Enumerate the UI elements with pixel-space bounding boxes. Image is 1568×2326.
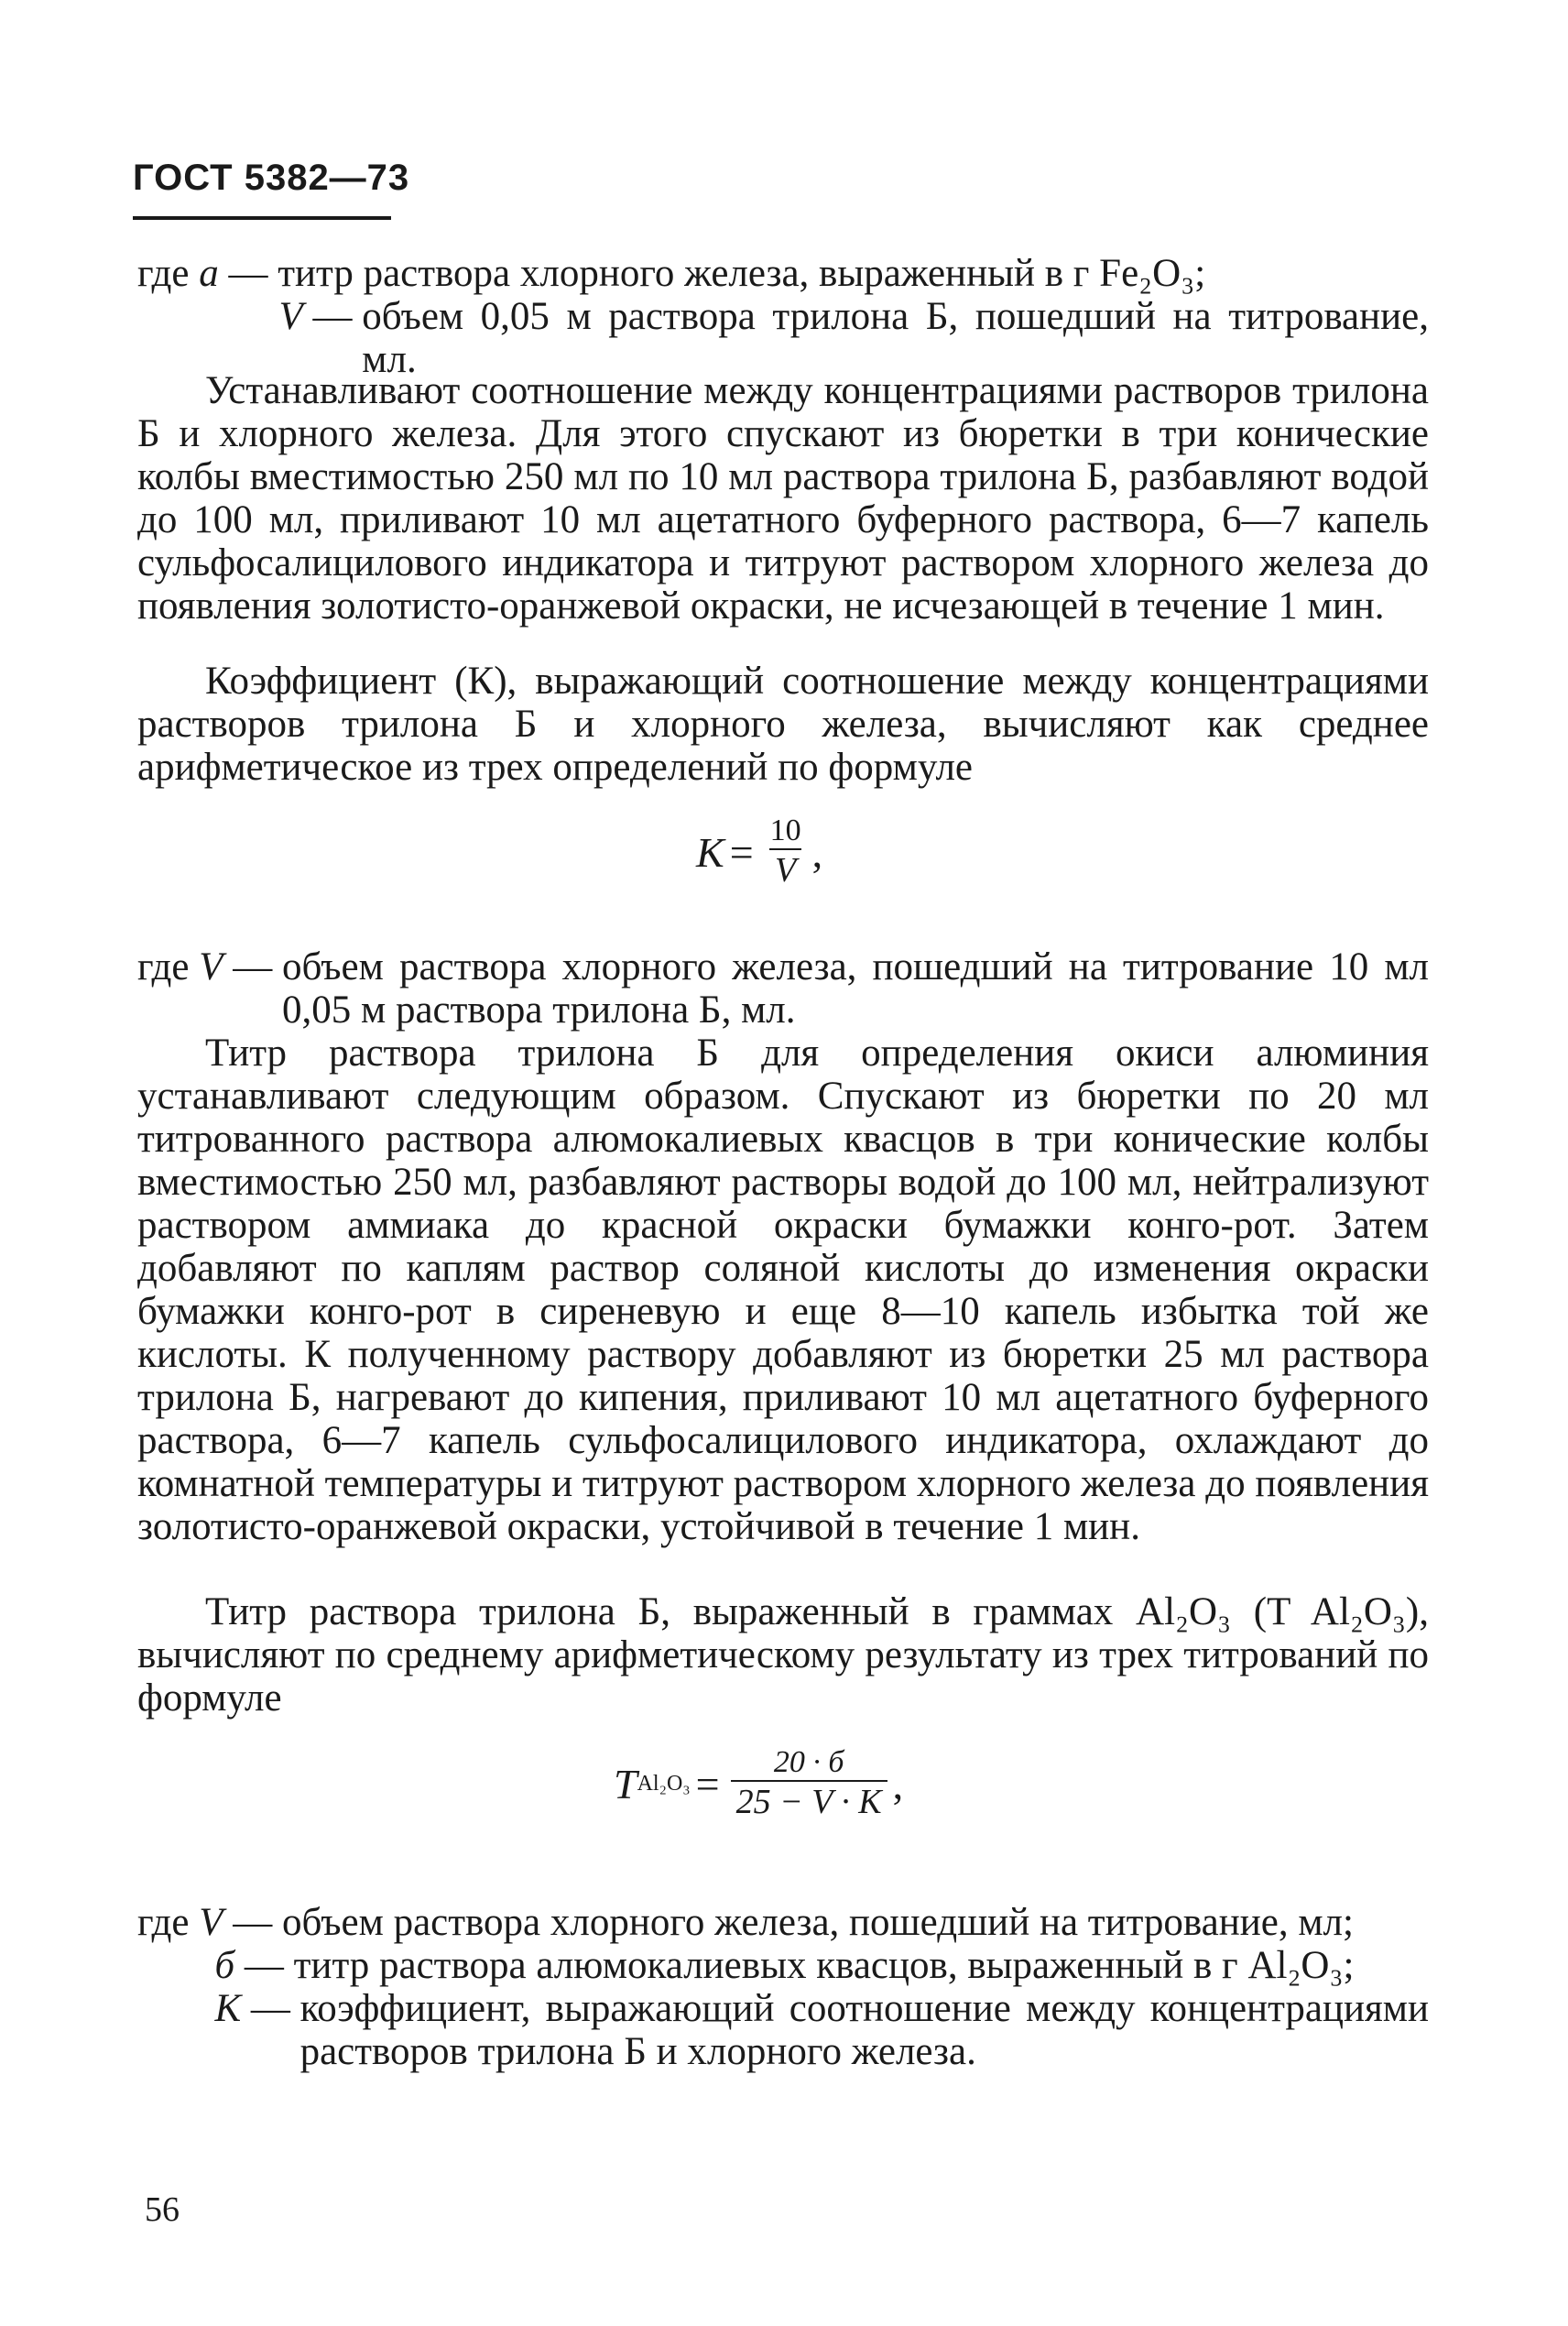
definition-term: V	[199, 945, 223, 988]
definition-dash: —	[218, 252, 278, 295]
definition-lead	[137, 1944, 215, 1987]
definitions-block-3	[137, 1901, 1429, 2073]
definitions-block-2	[137, 945, 1429, 1032]
definition-lead	[137, 1987, 215, 2073]
definition-dash: —	[302, 295, 363, 338]
definition-lead: где	[137, 945, 200, 988]
formula-denominator: 25 − V · K	[731, 1780, 887, 1822]
formula-lhs: K	[696, 828, 724, 876]
definitions-block-1	[137, 252, 1429, 381]
paragraph-1: Устанавливают соотношение между концентрациями растворов трилона Б и хлорного железа. Для этого спускают из бюретки в три конические колбы вместимостью 250 мл по 10 мл раствора трилона Б, разбавляют водой до 100 мл, приливают 10 мл ацетатного буферного раствора, 6—7 капель сульфосалицилового индикатора и титруют раствором хлорного железа до появления золотисто-оранжевой окраски, не исчезающей в течение 1 мин.	[137, 369, 1429, 628]
formula-fraction	[731, 1745, 887, 1822]
paragraph-2: Коэффициент (К), выражающий соотношение между концентрациями растворов трилона Б и хлорного железа, вычисляют как среднее арифметическое из трех определений по формуле	[137, 660, 1429, 789]
definition-term: a	[199, 252, 219, 295]
document-header: ГОСТ 5382—73	[133, 158, 410, 198]
definition-lead: где	[137, 1901, 200, 1944]
definition-term: К	[214, 1987, 242, 2030]
definition-body: объем раствора хлорного железа, пошедший на титрование 10 мл 0,05 м раствора трилона Б, мл.	[282, 945, 1429, 1032]
definition-body: объем 0,05 м раствора трилона Б, пошедший на титрование, мл.	[362, 295, 1429, 381]
definition-lead: где	[137, 252, 200, 295]
definition-dash: —	[223, 945, 282, 988]
formula-t	[614, 1745, 903, 1822]
definition-dash: —	[241, 1987, 300, 2030]
definition-term: V	[278, 295, 303, 338]
formula-equals: =	[729, 828, 754, 876]
definition-lead	[137, 295, 279, 381]
formula-numerator: 20 · б	[773, 1745, 844, 1779]
formula-lhs: T	[614, 1760, 637, 1807]
paragraph-3: Титр раствора трилона Б для определения окиси алюминия устанавливают следующим образом. Спускают из бюретки по 20 мл титрованного раствора алюмокалиевых квасцов в три конические колбы вместимостью 250 мл, разбавляют растворы водой до 100 мл, нейтрализуют раствором аммиака до красной окраски бумажки конго-рот. Затем добавляют по каплям раствор соляной кислоты до изменения окраски бумажки конго-рот в сиреневую и еще 8—10 капель избытка той же кислоты. К полученному раствору добавляют из бюретки 25 мл раствора трилона Б, нагревают до кипения, приливают 10 мл ацетатного буферного раствора, 6—7 капель сульфосалицилового индикатора, охлаждают до комнатной температуры и титруют раствором хлорного железа до появления золотисто-оранжевой окраски, устойчивой в течение 1 мин.	[137, 1032, 1429, 1548]
formula-tail: ,	[811, 828, 823, 876]
definition-body: титр раствора алюмокалиевых квасцов, выраженный в г Al₂O₃;	[293, 1944, 1355, 1987]
definition-a	[137, 252, 1429, 295]
definition-v	[137, 945, 1429, 1032]
formula-equals: =	[695, 1760, 720, 1807]
definition-b	[137, 1944, 1429, 1987]
paragraph-4: Титр раствора трилона Б, выраженный в граммах Al₂O₃ (T Al₂O₃), вычисляют по среднему арифметическому результату из трех титрований по формуле	[137, 1590, 1429, 1720]
page-number: 56	[145, 2190, 180, 2229]
formula-denominator: V	[769, 848, 801, 890]
definition-dash: —	[223, 1901, 282, 1944]
definition-k	[137, 1987, 1429, 2073]
formula-tail: ,	[892, 1760, 904, 1807]
definition-term: V	[199, 1901, 223, 1944]
definition-body: объем раствора хлорного железа, пошедший на титрование, мл;	[282, 1901, 1354, 1944]
definition-dash: —	[234, 1944, 294, 1987]
header-rule	[133, 216, 391, 220]
formula-fraction	[765, 814, 807, 890]
definition-v	[137, 295, 1429, 381]
definition-body: титр раствора хлорного железа, выраженный в г Fe₂O₃;	[278, 252, 1206, 295]
formula-k	[696, 814, 822, 890]
definition-body: коэффициент, выражающий соотношение между концентрациями растворов трилона Б и хлорного железа.	[299, 1987, 1429, 2073]
formula-numerator: 10	[769, 814, 801, 847]
formula-lhs-subscript: Al₂O₃	[637, 1771, 691, 1796]
definition-v	[137, 1901, 1429, 1944]
definition-term: б	[214, 1944, 235, 1987]
